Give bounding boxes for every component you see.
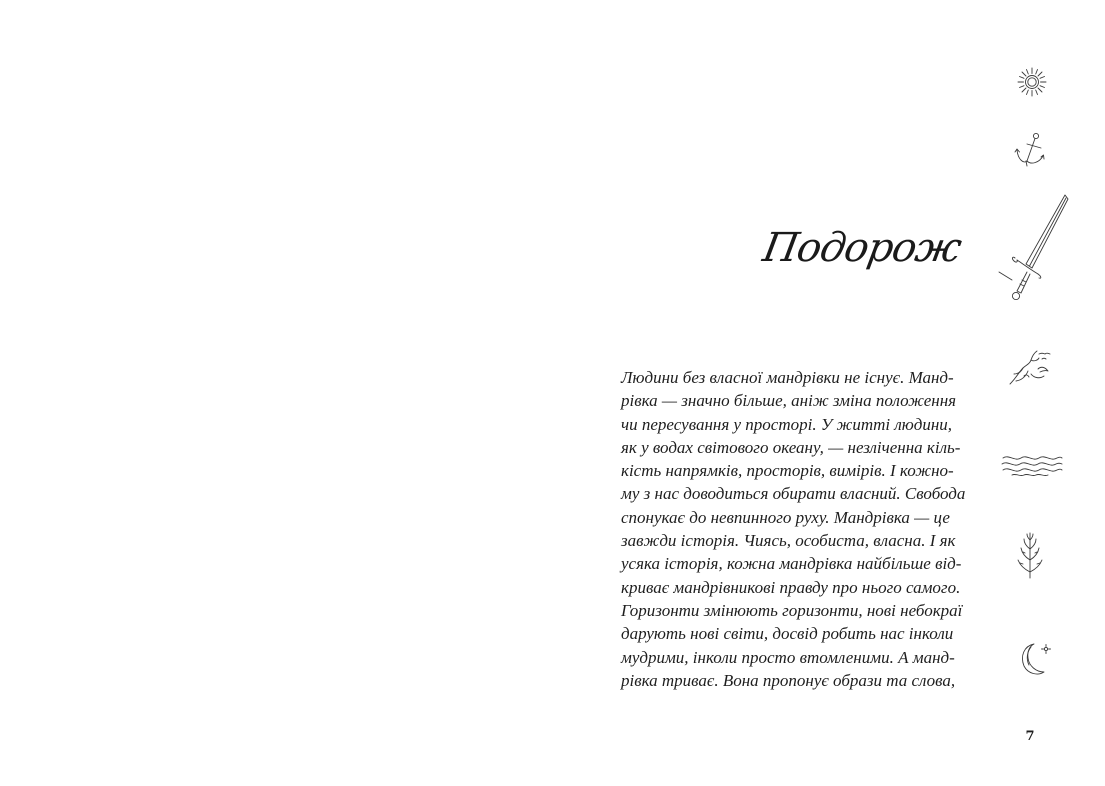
text-line: рівка триває. Вона пропонує образи та слова, bbox=[621, 670, 956, 690]
sun-icon bbox=[1016, 66, 1048, 98]
text-line: рівка — значно більше, аніж зміна положення bbox=[621, 391, 957, 411]
page-number: 7 bbox=[1025, 729, 1035, 744]
moon-icon bbox=[1016, 640, 1056, 680]
chapter-title: Подорож bbox=[759, 225, 965, 271]
text-line: завжди історія. Чиясь, особиста, власна. І як bbox=[621, 531, 956, 551]
text-line: як у водах світового океану, — незліченна кіль- bbox=[621, 437, 961, 457]
text-line: кість напрямків, просторів, вимірів. І кожно- bbox=[621, 461, 954, 481]
birds-icon bbox=[1004, 348, 1054, 388]
text-line: спонукає до невпинного руху. Мандрівка — це bbox=[621, 507, 950, 527]
text-line: криває мандрівникові правду про нього самого. bbox=[621, 577, 961, 597]
text-line: дарують нові світи, досвід робить нас інколи bbox=[621, 624, 954, 644]
text-line: чи пересування у просторі. У житті людини, bbox=[621, 414, 953, 434]
text-line: Горизонти змінюють горизонти, нові небокраї bbox=[621, 600, 963, 620]
text-line: усяка історія, кожна мандрівка найбільше від- bbox=[621, 554, 962, 574]
waves-icon bbox=[1000, 452, 1064, 478]
plant-icon bbox=[1014, 530, 1046, 582]
text-line: мудрими, інколи просто втомленими. А манд- bbox=[621, 647, 955, 667]
text-line: му з нас доводиться обирати власний. Свобода bbox=[621, 484, 966, 504]
sword-icon bbox=[992, 192, 1076, 308]
text-line: Людини без власної мандрівки не існує. Манд- bbox=[621, 368, 954, 387]
anchor-icon bbox=[1012, 130, 1050, 170]
body-paragraph bbox=[621, 366, 966, 692]
